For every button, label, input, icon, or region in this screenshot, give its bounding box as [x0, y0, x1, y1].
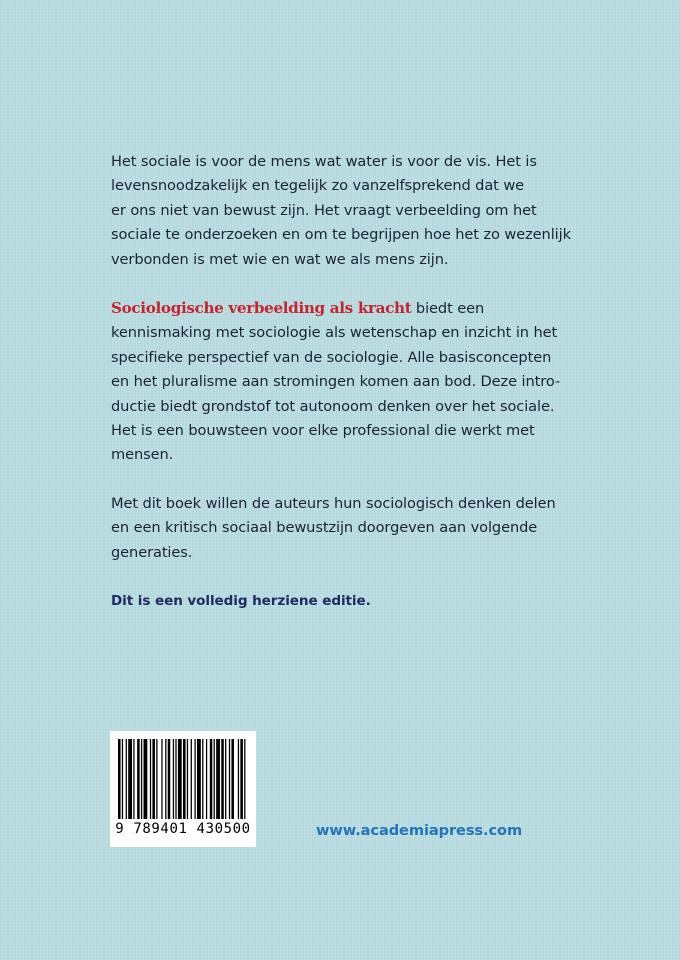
- barcode-bar: [175, 739, 176, 819]
- barcode-bar: [126, 739, 127, 819]
- barcode-bar: [244, 739, 245, 819]
- authors-line: Met dit boek willen de auteurs hun sociologisch denken delen: [111, 494, 556, 512]
- barcode-bar: [194, 739, 195, 819]
- description-line: Het is een bouwsteen voor elke professional die werkt met: [111, 422, 535, 440]
- isbn-digits: 9 789401 430500: [115, 821, 251, 837]
- barcode-bar: [161, 739, 162, 819]
- barcode-bar: [133, 739, 134, 819]
- barcode-bar: [221, 739, 224, 819]
- barcode-bar: [187, 739, 188, 819]
- intro-paragraph: [111, 150, 571, 272]
- barcode-bar: [238, 739, 239, 819]
- barcode-bar: [122, 739, 123, 819]
- barcode-bar: [206, 739, 207, 819]
- barcode-bar: [173, 739, 174, 819]
- blurb-text: [111, 150, 571, 638]
- barcode-bar: [156, 739, 157, 819]
- description-line: mensen.: [111, 446, 174, 464]
- description-line: specifieke perspectief van de sociologie. Alle basisconcepten: [111, 348, 552, 366]
- intro-line: levensnoodzakelijk en tegelijk zo vanzelfsprekend dat we: [111, 177, 525, 195]
- barcode-bar: [183, 739, 186, 819]
- barcode-bar: [191, 739, 192, 819]
- description-line: en het pluralisme aan stromingen komen aan bod. Deze intro-: [111, 373, 561, 391]
- barcode-bar: [202, 739, 203, 819]
- barcode-bar: [197, 739, 201, 819]
- description-line: kennismaking met sociologie als wetenschap en inzicht in het: [111, 324, 558, 342]
- authors-line: en een kritisch sociaal bewustzijn doorgeven aan volgende: [111, 519, 538, 537]
- authors-paragraph: [111, 492, 561, 565]
- barcode-bar: [152, 739, 155, 819]
- barcode-bar: [141, 739, 142, 819]
- barcode-bar: [210, 739, 213, 819]
- barcode-bar: [214, 739, 215, 819]
- barcode-bar: [240, 739, 243, 819]
- barcode-bar: [150, 739, 151, 819]
- barcode-bar: [128, 739, 132, 819]
- edition-note: Dit is een volledig herziene editie.: [111, 593, 371, 610]
- intro-line: Het sociale is voor de mens wat water is voor de vis. Het is: [111, 153, 537, 170]
- intro-line: er ons niet van bewust zijn. Het vraagt verbeelding om het: [111, 201, 537, 219]
- barcode-bar: [225, 739, 226, 819]
- barcode-bar: [137, 739, 140, 819]
- description-first-line: [111, 296, 561, 321]
- barcode-bars-graphic: [118, 739, 248, 819]
- barcode-bar: [168, 739, 171, 819]
- barcode-bar: [178, 739, 182, 819]
- barcode-bar: [216, 739, 220, 819]
- book-title-highlight: Sociologische verbeelding als kracht: [111, 299, 412, 318]
- description-line: ductie biedt grondstof tot autonoom denken over het sociale.: [111, 397, 555, 415]
- barcode-bar: [231, 739, 234, 819]
- barcode-bar: [118, 739, 121, 819]
- barcode-bar: [143, 739, 147, 819]
- barcode-bar: [229, 739, 230, 819]
- description-paragraph: [111, 296, 561, 468]
- intro-line: sociale te onderzoeken en om te begrijpen hoe het zo wezenlijk: [111, 226, 571, 244]
- description-first-line-rest: biedt een: [411, 300, 485, 318]
- publisher-website: www.academiapress.com: [316, 822, 523, 839]
- authors-line: generaties.: [111, 543, 193, 561]
- barcode-bar: [165, 739, 166, 819]
- intro-line: verbonden is met wie en wat we als mens zijn.: [111, 250, 449, 268]
- isbn-barcode: [110, 731, 256, 847]
